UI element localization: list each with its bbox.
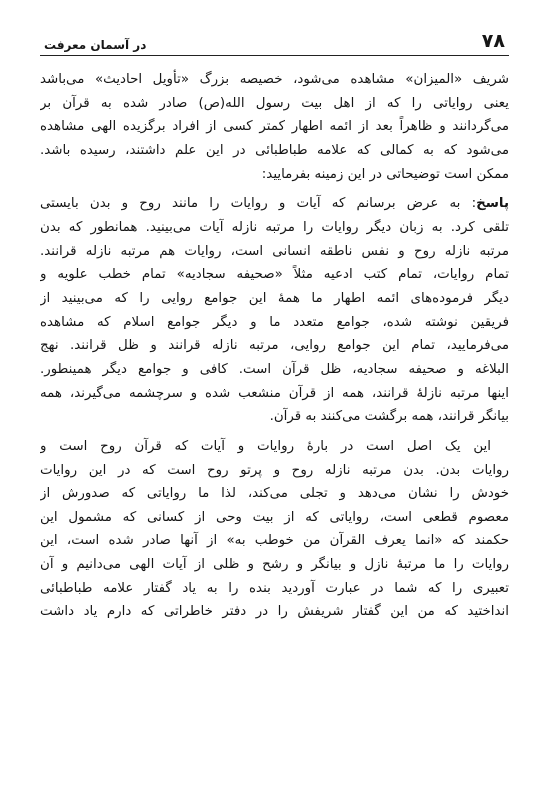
answer-first-line: : به عرض برسانم که آیات و روایات را مانند روح و بدن بایستی [40,196,477,212]
paragraph-body [40,435,509,624]
text-line: دیگر فرموده‌های ائمه اطهار ما همهٔ این جوامع روایی را که می‌بینید از [40,290,509,306]
text-line: بیانگر قرانند، همه برگشت می‌کنند به قرآن. [269,409,509,425]
text-line: انداختید که من این گفتار شریفش را در دفتر خاطراتی که دارم یاد داشت [40,604,509,620]
text-line: روایات بدن. بدن مرتبه نازله روح و پرتو روح است که در این روایات [40,462,509,478]
text-line: می‌گردانند و ظاهراً بعد از ائمه اطهار کمتر کسی از افراد برگزیده الهی مشاهده [40,119,509,135]
text-line: مرتبه نازله روح و نفس ناطقه انسانی است، روایات هم مرتبه نازله قرانند. [40,243,509,259]
text-line: تلقی کرد. به زبان دیگر روایات را مرتبه نازله آیات می‌بینید. همانطور که بدن [40,219,509,235]
text-line: البلاغه و صحیفه سجادیه، ظل قرآن است. کافی و جوامع دیگر همینطور. [40,361,509,377]
text-line: روایات را ما مرتبهٔ نازل و بیانگر و رشح و ظلی از آیات الهی می‌دانیم و آن [40,557,509,573]
text-line: ممکن است توضیحاتی در این زمینه بفرمایید: [261,166,509,182]
paragraph-question [40,68,509,186]
text-line: فریقین نوشته شده، جوامع متعدد ما و دیگر جوامع اسلام که مشاهده [40,314,509,330]
text-line: تمام روایات، تمام کتب ادعیه مثلاً «صحیفه سجادیه» تمام خطب علویه و [40,267,509,283]
text-line: اینها مرتبه نازلهٔ قرانند، همه از قرآن منشعب شده و سرچشمه می‌گیرند، همه [40,385,509,401]
text-line: معصوم قطعی است، روایاتی که از بیت وحی از کسانی که مشمول این [40,509,509,525]
text-line: تعبیری را که شما در عبارت آوردید بنده را به یاد گفتار علامه طباطبائی [40,580,509,596]
text-line: این یک اصل است در بارهٔ روایات و آیات که قرآن روح است و [40,438,491,454]
page-header [40,24,509,56]
running-title: در آسمان معرفت [44,38,147,52]
page-body [40,68,509,624]
text-line: خودش را نشان می‌دهد و تجلی می‌کند، لذا ما روایاتی که صدورش از [40,486,509,502]
text-line: می‌شود که به کمالی که علامه طباطبائی در این علم داشتند، رسیده باشد. [40,142,509,158]
answer-label: پاسخ [476,196,509,212]
text-line [40,192,509,216]
page-number: ۷۸ [481,30,505,52]
text-line: یعنی روایاتی را که از اهل بیت رسول الله(ص) صادر شده به قرآن بر [40,95,509,111]
text-line: می‌فرمایید، تمام این جوامع روایی، مرتبه نازله قرانند و ظل قرانند. نهج [40,338,509,354]
text-line: حکمند که «انما یعرف القرآن من خوطب به» از آنها صادر شده است، این [40,533,509,549]
text-line: شریف «المیزان» مشاهده می‌شود، خصیصه بزرگ «تأویل احادیث» می‌باشد [40,72,509,87]
paragraph-answer [40,192,509,429]
